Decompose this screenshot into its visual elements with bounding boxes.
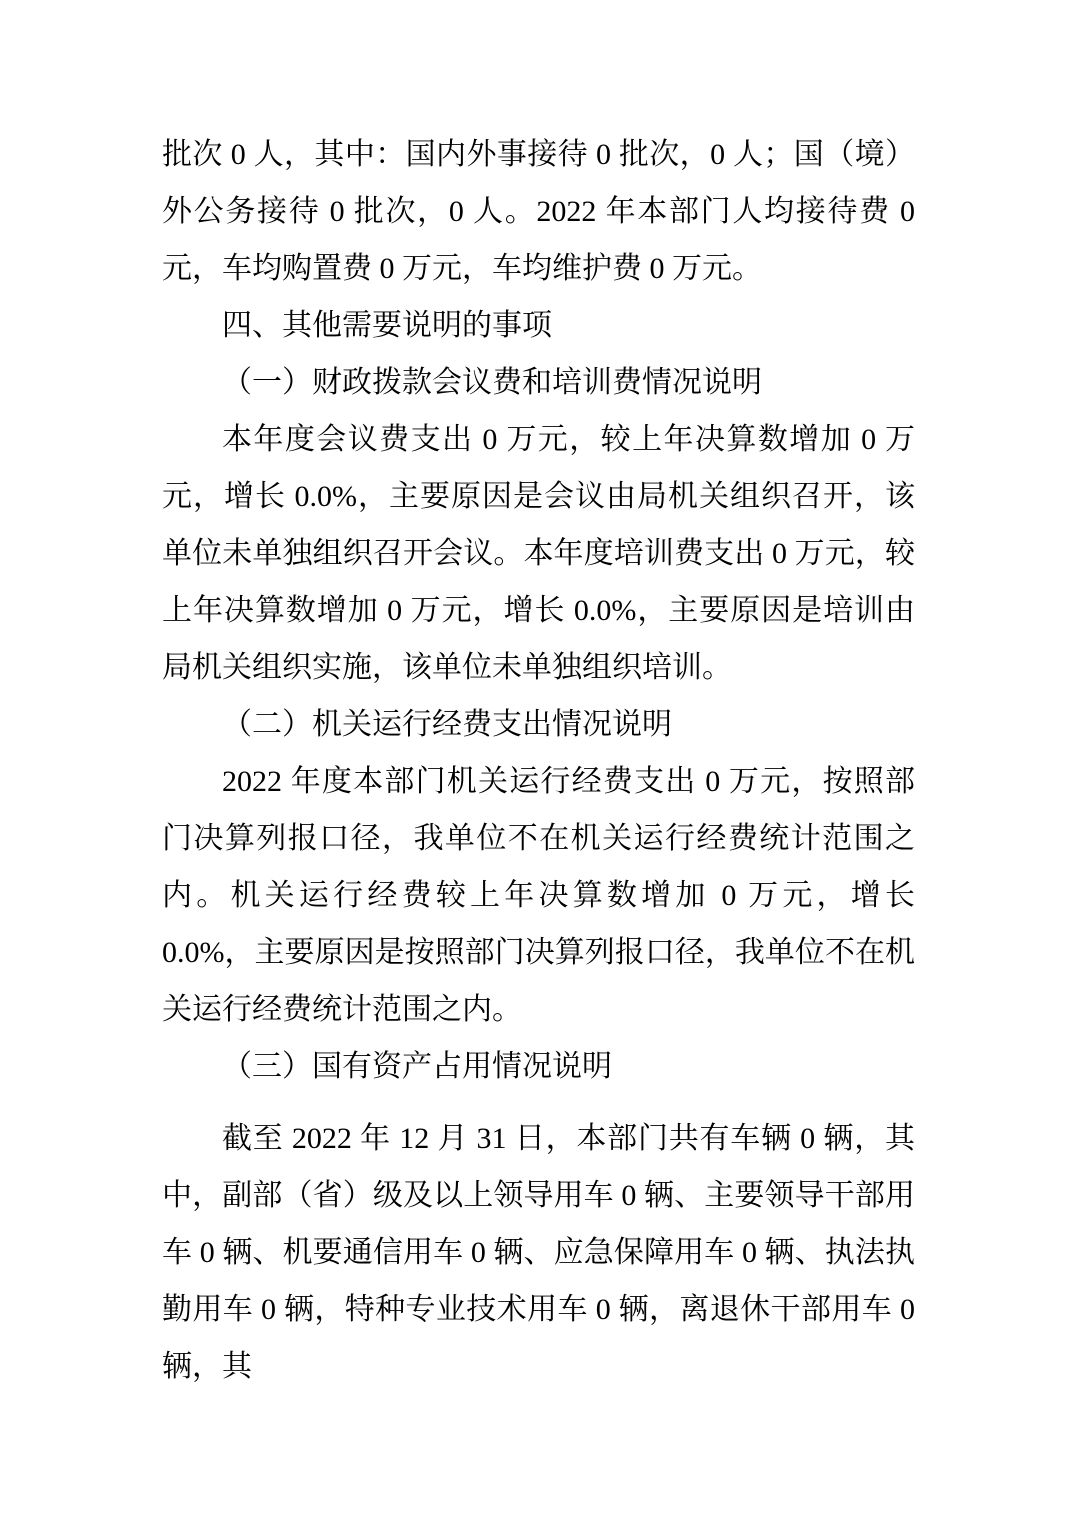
subheading-meeting-training-fees: （一）财政拨款会议费和培训费情况说明 [222,366,762,399]
subheading-state-assets: （三）国有资产占用情况说明 [222,1050,612,1083]
paragraph-state-assets-vehicles: 截至 2022 年 12 月 31 日，本部门共有车辆 0 辆，其中，副部（省）级及以上领导用车 0 辆、主要领导干部用车 0 辆、机要通信用车 0 辆、应急保障用车 0 辆、执法执勤用车 0 辆，特种专业技术用车 0 辆，离退休干部用车 0 辆，其 [162,1122,915,1383]
document-content [162,126,915,1395]
paragraph-meeting-training-fees: 本年度会议费支出 0 万元，较上年决算数增加 0 万元，增长 0.0%，主要原因是会议由局机关组织召开，该单位未单独组织召开会议。本年度培训费支出 0 万元，较上年决算数增加 0 万元，增长 0.0%，主要原因是培训由局机关组织实施，该单位未单独组织培训。 [162,423,915,684]
paragraph-reception-continuation: 批次 0 人，其中：国内外事接待 0 批次，0 人；国（境）外公务接待 0 批次，0 人。2022 年本部门人均接待费 0 元，车均购置费 0 万元，车均维护费 0 万元。 [162,138,915,285]
paragraph-operating-expenses: 2022 年度本部门机关运行经费支出 0 万元，按照部门决算列报口径，我单位不在机关运行经费统计范围之内。机关运行经费较上年决算数增加 0 万元，增长 0.0%，主要原因是按照部门决算列报口径，我单位不在机关运行经费统计范围之内。 [162,765,915,1026]
subheading-operating-expenses: （二）机关运行经费支出情况说明 [222,708,672,741]
heading-other-matters: 四、其他需要说明的事项 [222,309,552,342]
